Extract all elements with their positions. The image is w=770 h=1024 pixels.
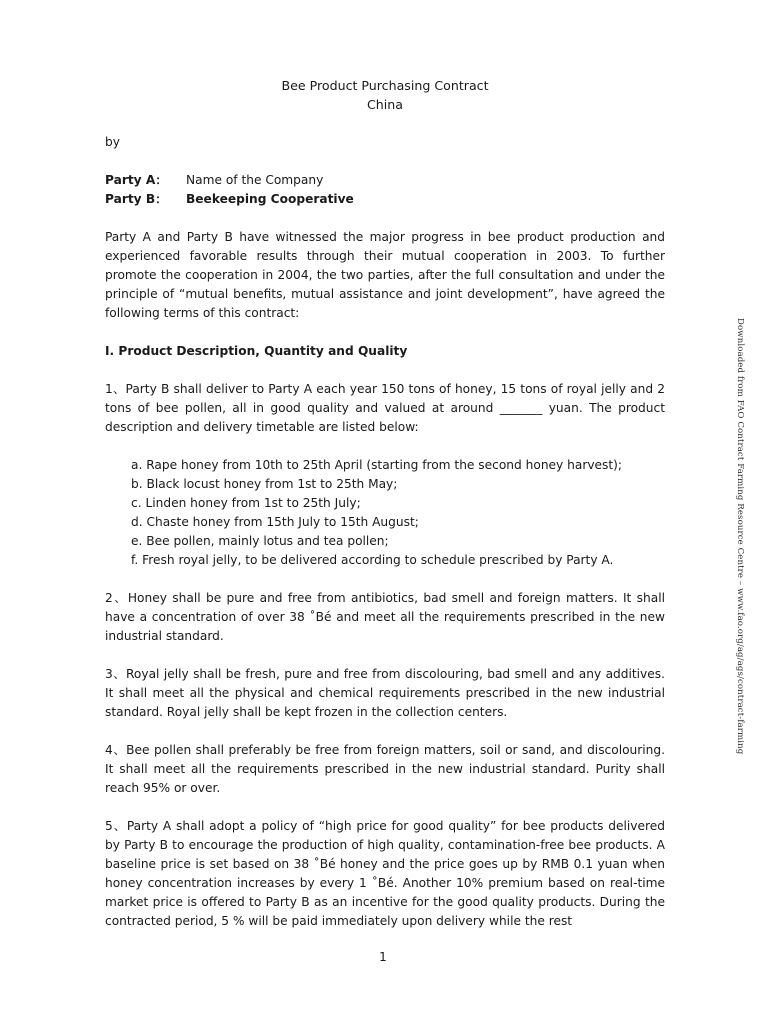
party-list bbox=[105, 171, 665, 209]
party-b-label: Party B： bbox=[105, 192, 168, 206]
party-b-value: Beekeeping Cooperative bbox=[186, 192, 354, 206]
list-item: c. Linden honey from 1st to 25th July; bbox=[131, 496, 361, 510]
intro-paragraph-block bbox=[105, 228, 665, 323]
title-block bbox=[105, 76, 665, 114]
clause-3: 3、Royal jelly shall be fresh, pure and free from discolouring, bad smell and any additives. It shall meet all the physical and chemical requirements prescribed in the new industrial standard. Royal jelly shall be kept frozen in the collection centers. bbox=[105, 667, 665, 719]
clause-2: 2、Honey shall be pure and free from antibiotics, bad smell and foreign matters. It shall have a concentration of over 38 ˚Bé and meet all the requirements prescribed in the new industrial standard. bbox=[105, 591, 665, 643]
clause-5-block bbox=[105, 817, 665, 931]
delivery-list-block bbox=[105, 456, 665, 570]
delivery-list bbox=[105, 456, 665, 570]
by-line bbox=[105, 133, 665, 152]
clause-5: 5、Party A shall adopt a policy of “high price for good quality” for bee products delivered by Party B to encourage the production of high quality, contamination-free bee products. A baseline price is set based on 38 ˚Bé honey and the price goes up by RMB 0.1 yuan when honey concentration increases by every 1 ˚Bé. Another 10% premium based on real-time market price is offered to Party B as an incentive for the good quality products. During the contracted period, 5 % will be paid immediately upon delivery while the rest bbox=[105, 819, 665, 928]
clause-4: 4、Bee pollen shall preferably be free from foreign matters, soil or sand, and discolouring. It shall meet all the requirements prescribed in the new industrial standard. Purity shall reach 95% or over. bbox=[105, 743, 665, 795]
list-item: a. Rape honey from 10th to 25th April (starting from the second honey harvest); bbox=[131, 458, 623, 472]
section1-heading: I. Product Description, Quantity and Quality bbox=[105, 344, 408, 358]
source-side-note: Downloaded from FAO Contract Farming Resource Centre – www.fao.org/ag/ags/contract-farming bbox=[735, 318, 745, 755]
section-heading-block bbox=[105, 342, 665, 361]
intro-paragraph: Party A and Party B have witnessed the major progress in bee product production and experienced favorable results through their mutual cooperation in 2003. To further promote the cooperation in 2004, the two parties, after the full consultation and under the principle of “mutual benefits, mutual assistance and joint development”, have agreed the following terms of this contract: bbox=[105, 230, 665, 320]
list-item: d. Chaste honey from 15th July to 15th August; bbox=[131, 515, 419, 529]
clause-3-block bbox=[105, 665, 665, 722]
list-item: e. Bee pollen, mainly lotus and tea pollen; bbox=[131, 534, 389, 548]
clause-2-block bbox=[105, 589, 665, 646]
page-number: 1 bbox=[379, 950, 387, 964]
by-label: by bbox=[105, 135, 120, 149]
list-item: f. Fresh royal jelly, to be delivered according to schedule prescribed by Party A. bbox=[131, 553, 614, 567]
clause-1-block bbox=[105, 380, 665, 437]
clause-1: 1、Party B shall deliver to Party A each year 150 tons of honey, 15 tons of royal jelly and 2 tons of bee pollen, all in good quality and valued at around _______ yuan. The product description and delivery timetable are listed below: bbox=[105, 382, 665, 434]
document-subtitle: China bbox=[367, 97, 403, 112]
party-a-row bbox=[105, 171, 665, 190]
document-title: Bee Product Purchasing Contract bbox=[281, 78, 489, 93]
party-b-row bbox=[105, 190, 665, 209]
party-a-value: Name of the Company bbox=[186, 173, 324, 187]
list-item: b. Black locust honey from 1st to 25th May; bbox=[131, 477, 398, 491]
clause-4-block bbox=[105, 741, 665, 798]
party-a-label: Party A： bbox=[105, 173, 168, 187]
